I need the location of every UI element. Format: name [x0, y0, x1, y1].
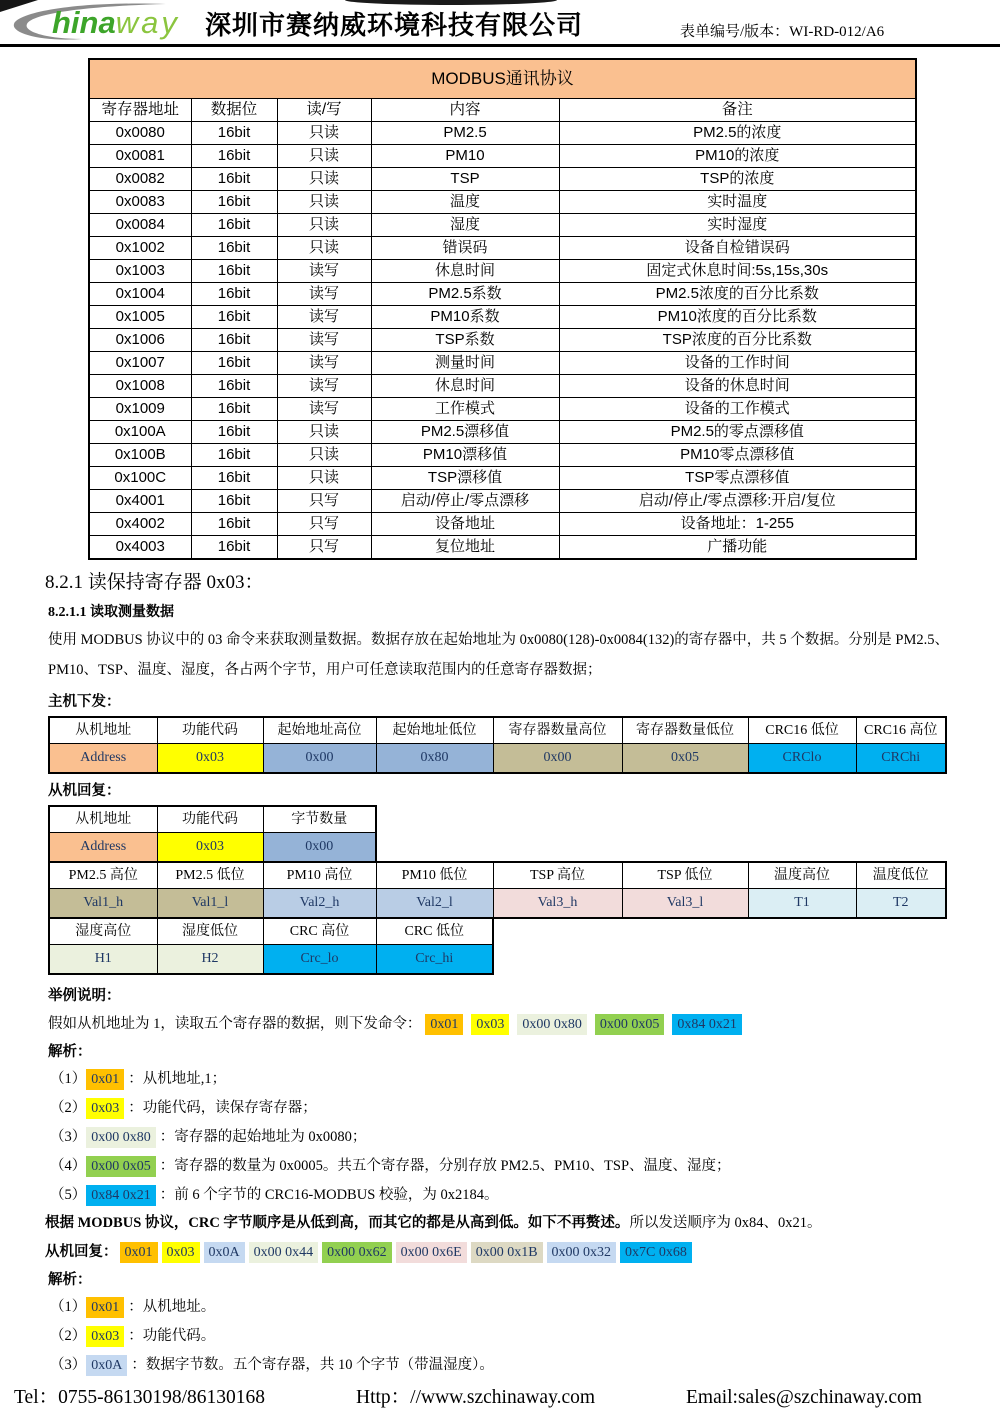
hex-chip: 0x01 — [86, 1069, 124, 1090]
remark-cell: 广播功能 — [559, 536, 916, 560]
slave-reply-label: 从机回复： — [48, 783, 121, 799]
analysis-item-number: （3） — [50, 1357, 87, 1373]
slave-reply-table-1 — [48, 805, 377, 863]
section-subheading: 8.2.1.1 读取测量数据 — [48, 605, 174, 620]
data-bits-cell: 16bit — [191, 122, 277, 145]
field-value-cell: Val3_l — [622, 889, 748, 919]
content-cell: PM2.5系数 — [371, 283, 559, 306]
analysis-item-text: ：功能代码。 — [128, 1328, 216, 1344]
reply-header-row — [49, 806, 376, 833]
remark-cell: PM2.5的浓度 — [559, 122, 916, 145]
content-cell: 温度 — [371, 191, 559, 214]
field-header-cell: PM2.5 高位 — [49, 862, 157, 889]
field-header-cell: 起始地址低位 — [376, 717, 493, 744]
analysis-item — [50, 1068, 1000, 1091]
analysis-item-text: ：功能代码，读保存寄存器； — [128, 1100, 317, 1116]
remark-cell: TSP的浓度 — [559, 168, 916, 191]
column-header: 内容 — [371, 99, 559, 122]
content-cell: PM10 — [371, 145, 559, 168]
field-header-cell: 从机地址 — [49, 717, 157, 744]
slave-reply-table-2 — [48, 861, 947, 919]
analysis-item-text: ：前 6 个字节的 CRC16-MODBUS 校验，为 0x2184。 — [159, 1187, 499, 1203]
footer-email: Email:sales@szchinaway.com — [685, 1387, 922, 1408]
hex-chip: 0x00 0x1B — [471, 1242, 543, 1263]
reply-command-line — [45, 1240, 1000, 1264]
field-value-cell: Address — [49, 833, 157, 863]
doc-number-label: 表单编号/版本： — [680, 24, 790, 40]
field-value-cell: Val2_h — [263, 889, 376, 919]
register-row — [89, 421, 916, 444]
register-address-cell: 0x1002 — [89, 237, 191, 260]
field-value-cell: 0x00 — [493, 744, 622, 774]
content-cell: TSP — [371, 168, 559, 191]
example-label: 举例说明： — [48, 988, 121, 1004]
register-address-cell: 0x4003 — [89, 536, 191, 560]
register-row — [89, 467, 916, 490]
slave-reply-table-3 — [48, 917, 494, 975]
page-footer — [0, 1385, 1000, 1411]
data-bits-cell: 16bit — [191, 490, 277, 513]
reply-chips — [118, 1244, 694, 1260]
footer-tel: Tel：0755-86130198/86130168 — [14, 1387, 266, 1408]
register-address-cell: 0x100A — [89, 421, 191, 444]
read-write-cell: 读写 — [277, 306, 371, 329]
read-write-cell: 只读 — [277, 214, 371, 237]
crc-note-bold: 根据 MODBUS 协议，CRC 字节顺序是从低到高，而其它的都是从高到低。如下不再赘述。 — [45, 1215, 630, 1231]
hex-chip: 0x84 0x21 — [672, 1014, 742, 1035]
read-write-cell: 读写 — [277, 398, 371, 421]
content-cell: PM2.5漂移值 — [371, 421, 559, 444]
field-value-cell: 0x00 — [263, 744, 376, 774]
field-header-cell: CRC16 高位 — [856, 717, 946, 744]
page-header — [0, 0, 1000, 47]
field-header-cell: 寄存器数量低位 — [622, 717, 748, 744]
field-value-cell: Val1_l — [157, 889, 263, 919]
field-value-cell: Val3_h — [493, 889, 622, 919]
content-cell: 错误码 — [371, 237, 559, 260]
content-cell: 设备地址 — [371, 513, 559, 536]
hex-chip: 0x00 0x32 — [547, 1242, 617, 1263]
analysis-item-number: （3） — [50, 1129, 87, 1145]
analysis-item-text: ：从机地址,1； — [128, 1071, 227, 1087]
content-cell: 启动/停止/零点漂移 — [371, 490, 559, 513]
column-header: 读/写 — [277, 99, 371, 122]
register-address-cell: 0x4002 — [89, 513, 191, 536]
read-write-cell: 读写 — [277, 260, 371, 283]
hex-chip: 0x00 0x44 — [249, 1242, 319, 1263]
register-row — [89, 168, 916, 191]
read-write-cell: 只写 — [277, 536, 371, 560]
field-header-cell: 功能代码 — [157, 806, 263, 833]
register-row — [89, 329, 916, 352]
register-address-cell: 0x1004 — [89, 283, 191, 306]
content-cell: TSP系数 — [371, 329, 559, 352]
read-write-cell: 只读 — [277, 444, 371, 467]
register-address-cell: 0x1003 — [89, 260, 191, 283]
field-header-cell: 温度高位 — [748, 862, 856, 889]
reply-value-row — [49, 889, 946, 919]
read-write-cell: 只读 — [277, 122, 371, 145]
register-row — [89, 283, 916, 306]
analysis-item — [50, 1155, 1000, 1178]
section-paragraph: 使用 MODBUS 协议中的 03 命令来获取测量数据。数据存放在起始地址为 0x0080(128)-0x0084(132)的寄存器中，共 5 个数据。分别是 PM2.5、PM10、TSP、温度、湿度，各占两个字节，用户可任意读取范围内的任意寄存器数据； — [48, 632, 950, 678]
read-write-cell: 读写 — [277, 329, 371, 352]
register-address-cell: 0x0083 — [89, 191, 191, 214]
hex-chip: 0x0A — [204, 1242, 245, 1263]
command-chips — [421, 1016, 746, 1032]
field-header-cell: 字节数量 — [263, 806, 376, 833]
hex-chip: 0x01 — [86, 1297, 124, 1318]
field-value-cell: 0x00 — [263, 833, 376, 863]
register-row — [89, 122, 916, 145]
read-write-cell: 只写 — [277, 513, 371, 536]
field-value-cell: 0x03 — [157, 833, 263, 863]
register-row — [89, 375, 916, 398]
company-name: 深圳市赛纳威环境科技有限公司 — [205, 10, 584, 40]
field-header-cell: CRC 高位 — [263, 918, 376, 945]
field-value-cell: CRClo — [748, 744, 856, 774]
field-header-cell: TSP 高位 — [493, 862, 622, 889]
register-row — [89, 352, 916, 375]
hex-chip: 0x03 — [162, 1242, 200, 1263]
content-cell: 测量时间 — [371, 352, 559, 375]
field-header-cell: 起始地址高位 — [263, 717, 376, 744]
data-bits-cell: 16bit — [191, 421, 277, 444]
remark-cell: PM10浓度的百分比系数 — [559, 306, 916, 329]
read-write-cell: 读写 — [277, 375, 371, 398]
content-cell: 休息时间 — [371, 260, 559, 283]
chinaway-logo — [6, 1, 206, 44]
field-header-cell: PM2.5 低位 — [157, 862, 263, 889]
field-header-cell: CRC16 低位 — [748, 717, 856, 744]
content-cell: 湿度 — [371, 214, 559, 237]
data-bits-cell: 16bit — [191, 467, 277, 490]
analysis-list-1 — [0, 1068, 1000, 1207]
read-write-cell: 只读 — [277, 467, 371, 490]
register-address-cell: 0x1009 — [89, 398, 191, 421]
hex-chip: 0x03 — [86, 1326, 124, 1347]
data-bits-cell: 16bit — [191, 352, 277, 375]
analysis-item-text: ：寄存器的起始地址为 0x0080； — [159, 1129, 367, 1145]
table-column-header-row — [89, 99, 916, 122]
register-address-cell: 0x1008 — [89, 375, 191, 398]
register-rows — [89, 122, 916, 560]
analysis-item-number: （2） — [50, 1100, 87, 1116]
remark-cell: 设备自检错误码 — [559, 237, 916, 260]
field-value-cell: 0x05 — [622, 744, 748, 774]
field-value-cell: T1 — [748, 889, 856, 919]
field-value-cell: Crc_lo — [263, 945, 376, 975]
field-value-cell: Val2_l — [376, 889, 493, 919]
field-value-cell: 0x80 — [376, 744, 493, 774]
remark-cell: 固定式休息时间:5s,15s,30s — [559, 260, 916, 283]
read-write-cell: 只读 — [277, 191, 371, 214]
field-header-cell: TSP 低位 — [622, 862, 748, 889]
doc-number-value: WI-RD-012/A6 — [789, 24, 885, 40]
read-write-cell: 只读 — [277, 145, 371, 168]
field-value-cell: CRChi — [856, 744, 946, 774]
remark-cell: 设备的工作时间 — [559, 352, 916, 375]
read-write-cell: 只读 — [277, 237, 371, 260]
analysis-label: 解析： — [48, 1272, 92, 1288]
host-send-value-row — [49, 744, 946, 774]
register-row — [89, 191, 916, 214]
reply-header-row — [49, 862, 946, 889]
register-address-cell: 0x1005 — [89, 306, 191, 329]
modbus-register-table — [88, 58, 917, 560]
analysis-item-number: （5） — [50, 1187, 87, 1203]
hex-chip: 0x01 — [120, 1242, 158, 1263]
content-cell: 休息时间 — [371, 375, 559, 398]
analysis-item-number: （1） — [50, 1299, 87, 1315]
data-bits-cell: 16bit — [191, 329, 277, 352]
data-bits-cell: 16bit — [191, 444, 277, 467]
register-row — [89, 237, 916, 260]
data-bits-cell: 16bit — [191, 306, 277, 329]
column-header: 寄存器地址 — [89, 99, 191, 122]
hex-chip: 0x00 0x80 — [86, 1127, 156, 1148]
read-write-cell: 只读 — [277, 421, 371, 444]
remark-cell: PM10零点漂移值 — [559, 444, 916, 467]
register-row — [89, 490, 916, 513]
analysis-item-text: ：寄存器的数量为 0x0005。共五个寄存器，分别存放 PM2.5、PM10、TSP、温度、湿度； — [159, 1158, 731, 1174]
remark-cell: 实时湿度 — [559, 214, 916, 237]
remark-cell: PM2.5浓度的百分比系数 — [559, 283, 916, 306]
remark-cell: 设备地址：1-255 — [559, 513, 916, 536]
remark-cell: TSP浓度的百分比系数 — [559, 329, 916, 352]
data-bits-cell: 16bit — [191, 191, 277, 214]
analysis-item — [50, 1296, 1000, 1319]
section-heading: 8.2.1 读保持寄存器 0x03： — [45, 572, 264, 593]
field-header-cell: 湿度高位 — [49, 918, 157, 945]
hex-chip: 0x00 0x05 — [595, 1014, 665, 1035]
analysis-list-2 — [0, 1296, 1000, 1377]
footer-http: Http：//www.szchinaway.com — [356, 1387, 596, 1408]
reply-value-row — [49, 833, 376, 863]
logo-text-hina: hina — [52, 5, 116, 40]
hex-chip: 0x0A — [86, 1355, 127, 1376]
read-write-cell: 只读 — [277, 168, 371, 191]
table-title: MODBUS通讯协议 — [89, 59, 916, 99]
remark-cell: PM10的浓度 — [559, 145, 916, 168]
register-row — [89, 214, 916, 237]
analysis-item — [50, 1354, 1000, 1377]
register-address-cell: 0x0080 — [89, 122, 191, 145]
register-row — [89, 306, 916, 329]
hex-chip: 0x03 — [471, 1014, 509, 1035]
register-address-cell: 0x0084 — [89, 214, 191, 237]
hex-chip: 0x00 0x05 — [86, 1156, 156, 1177]
analysis-label: 解析： — [48, 1044, 92, 1060]
hex-chip: 0x03 — [86, 1098, 124, 1119]
register-address-cell: 0x100C — [89, 467, 191, 490]
content-cell: PM10漂移值 — [371, 444, 559, 467]
host-send-label: 主机下发： — [48, 694, 121, 710]
read-write-cell: 读写 — [277, 283, 371, 306]
content-cell: PM2.5 — [371, 122, 559, 145]
analysis-item — [50, 1325, 1000, 1348]
column-header: 备注 — [559, 99, 916, 122]
analysis-item-number: （1） — [50, 1071, 87, 1087]
field-header-cell: 湿度低位 — [157, 918, 263, 945]
register-address-cell: 0x0081 — [89, 145, 191, 168]
hex-chip: 0x00 0x80 — [517, 1014, 587, 1035]
hex-chip: 0x00 0x62 — [322, 1242, 392, 1263]
field-value-cell: Address — [49, 744, 157, 774]
field-value-cell: 0x03 — [157, 744, 263, 774]
content-cell: 复位地址 — [371, 536, 559, 560]
analysis-item-number: （4） — [50, 1158, 87, 1174]
register-address-cell: 0x1007 — [89, 352, 191, 375]
field-header-cell: 寄存器数量高位 — [493, 717, 622, 744]
read-write-cell: 读写 — [277, 352, 371, 375]
data-bits-cell: 16bit — [191, 168, 277, 191]
field-header-cell: CRC 低位 — [376, 918, 493, 945]
analysis-item — [50, 1184, 1000, 1207]
hex-chip: 0x00 0x6E — [396, 1242, 467, 1263]
logo-text-way: way — [115, 5, 180, 40]
analysis-item — [50, 1126, 1000, 1149]
reply-label: 从机回复： — [45, 1244, 118, 1260]
field-header-cell: 功能代码 — [157, 717, 263, 744]
register-row — [89, 260, 916, 283]
remark-cell: TSP零点漂移值 — [559, 467, 916, 490]
register-row — [89, 513, 916, 536]
field-value-cell: Val1_h — [49, 889, 157, 919]
data-bits-cell: 16bit — [191, 145, 277, 168]
example-command-line — [48, 1012, 1000, 1036]
doc-number — [680, 20, 884, 41]
remark-cell: 设备的休息时间 — [559, 375, 916, 398]
reply-value-row — [49, 945, 493, 975]
register-address-cell: 0x0082 — [89, 168, 191, 191]
crc-order-note — [45, 1211, 1000, 1235]
content-cell: 工作模式 — [371, 398, 559, 421]
field-header-cell: 从机地址 — [49, 806, 157, 833]
analysis-item-text: ：从机地址。 — [128, 1299, 216, 1315]
register-row — [89, 398, 916, 421]
register-address-cell: 0x4001 — [89, 490, 191, 513]
table-title-row — [89, 59, 916, 99]
analysis-item — [50, 1097, 1000, 1120]
register-row — [89, 145, 916, 168]
data-bits-cell: 16bit — [191, 237, 277, 260]
field-value-cell: H1 — [49, 945, 157, 975]
hex-chip: 0x01 — [425, 1014, 463, 1035]
field-header-cell: 温度低位 — [856, 862, 946, 889]
crc-note-rest: 所以发送顺序为 0x84、0x21。 — [629, 1215, 822, 1231]
register-row — [89, 536, 916, 560]
host-send-header-row — [49, 717, 946, 744]
data-bits-cell: 16bit — [191, 398, 277, 421]
data-bits-cell: 16bit — [191, 260, 277, 283]
analysis-item-text: ：数据字节数。五个寄存器，共 10 个字节（带温湿度）。 — [131, 1357, 494, 1373]
remark-cell: 启动/停止/零点漂移:开启/复位 — [559, 490, 916, 513]
data-bits-cell: 16bit — [191, 214, 277, 237]
register-row — [89, 444, 916, 467]
remark-cell: 实时温度 — [559, 191, 916, 214]
field-value-cell: T2 — [856, 889, 946, 919]
field-value-cell: H2 — [157, 945, 263, 975]
hex-chip: 0x84 0x21 — [86, 1185, 156, 1206]
register-address-cell: 0x1006 — [89, 329, 191, 352]
example-intro: 假如从机地址为 1，读取五个寄存器的数据，则下发命令： — [48, 1016, 422, 1032]
content-cell: PM10系数 — [371, 306, 559, 329]
field-value-cell: Crc_hi — [376, 945, 493, 975]
register-address-cell: 0x100B — [89, 444, 191, 467]
data-bits-cell: 16bit — [191, 375, 277, 398]
analysis-item-number: （2） — [50, 1328, 87, 1344]
field-header-cell: PM10 低位 — [376, 862, 493, 889]
field-header-cell: PM10 高位 — [263, 862, 376, 889]
content-cell: TSP漂移值 — [371, 467, 559, 490]
data-bits-cell: 16bit — [191, 513, 277, 536]
remark-cell: 设备的工作模式 — [559, 398, 916, 421]
remark-cell: PM2.5的零点漂移值 — [559, 421, 916, 444]
column-header: 数据位 — [191, 99, 277, 122]
data-bits-cell: 16bit — [191, 283, 277, 306]
data-bits-cell: 16bit — [191, 536, 277, 560]
reply-header-row — [49, 918, 493, 945]
host-send-table — [48, 716, 947, 774]
hex-chip: 0x7C 0x68 — [620, 1242, 692, 1263]
read-write-cell: 只写 — [277, 490, 371, 513]
